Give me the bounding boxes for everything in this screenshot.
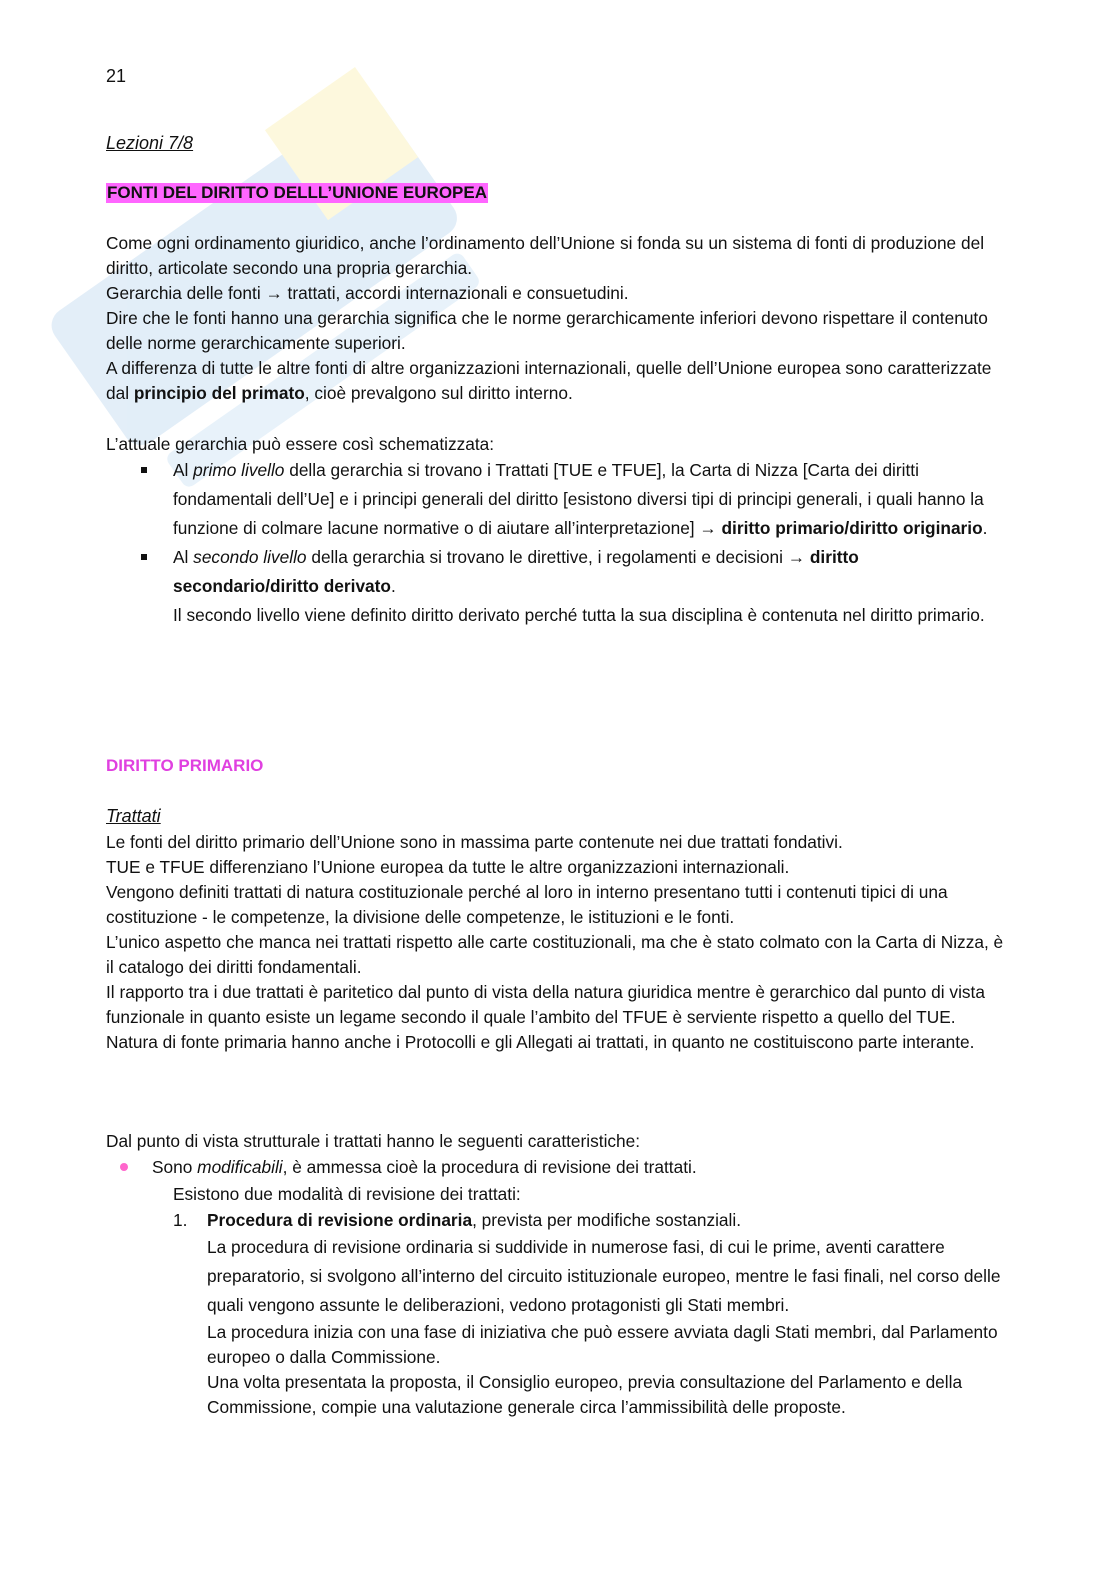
treaties-paragraph: Vengono definiti trattati di natura costituzionale perché al loro in interno presentano tutti i contenuti tipici di una costituzione - le competenze, la divisione delle competenze, le istituzioni e le fonti. [106, 882, 948, 927]
structure-intro: Dal punto di vista strutturale i trattati hanno le seguenti caratteristiche: [106, 1131, 641, 1151]
intro-paragraph: Gerarchia delle fonti → trattati, accordi internazionali e consuetudini. [106, 283, 629, 303]
item-number: 1. [173, 1210, 188, 1230]
hierarchy-note: Il secondo livello viene definito diritto derivato perché tutta la sua disciplina è contenuta nel diritto primario. [173, 605, 985, 625]
treaties-paragraph: L’unico aspetto che manca nei trattati rispetto alle carte costituzionali, ma che è stato colmato con la Carta di Nizza, è il catalogo dei diritti fondamentali. [106, 932, 1004, 977]
intro-paragraph: A differenza di tutte le altre fonti di altre organizzazioni internazionali, quelle dell’Unione europea sono caratterizzate dal principio del primato, cioè prevalgono sul diritto interno. [106, 358, 992, 403]
square-bullet-icon [141, 467, 147, 473]
item-paragraph: La procedura inizia con una fase di iniziativa che può essere avviata dagli Stati membri, dal Parlamento europeo o dalla Commissione. [207, 1322, 998, 1367]
treaties-text [106, 830, 1006, 1055]
treaties-paragraph: Le fonti del diritto primario dell’Unione sono in massima parte contenute nei due trattati fondativi. [106, 832, 843, 852]
numbered-item: 1. Procedura di revisione ordinaria, prevista per modifiche sostanziali. La procedura di revisione ordinaria si suddivide in numerose fasi, di cui le prime, aventi carattere preparatorio, si svolgono all’interno del circuito istituzionale europeo, mentre le fasi finali, nel corso delle quali vengono assunte le deliberazioni, vedono protagonisti gli Stati membri. La procedura inizia con una fase di iniziativa che può essere avviata dagli Stati membri, dal Parlamento europeo o dalla Commissione. Una volta presentata la proposta, il Consiglio europeo, previa consultazione del Parlamento e della Commissione, compie una valutazione generale circa l’ammissibilità delle proposte. [173, 1208, 1003, 1420]
item-title: Procedura di revisione ordinaria [207, 1210, 473, 1230]
intro-section [106, 231, 1006, 406]
revision-intro: Esistono due modalità di revisione dei trattati: [173, 1184, 521, 1204]
treaties-paragraph: Natura di fonte primaria hanno anche i Protocolli e gli Allegati ai trattati, in quanto ne costituiscono parte interante. [106, 1032, 975, 1052]
page-number: 21 [106, 66, 127, 86]
primacy-principle: principio del primato [133, 383, 305, 403]
item-paragraph: Una volta presentata la proposta, il Consiglio europeo, previa consultazione del Parlamento e della Commissione, compie una valutazione generale circa l’ammissibilità delle proposte. [207, 1372, 963, 1417]
list-item: Al primo livello della gerarchia si trovano i Trattati [TUE e TFUE], la Carta di Nizza [Carta dei diritti fondamentali dell’Ue] e i principi generali del diritto [esistono diversi tipi di principi generali, i quali hanno la funzione di colmare lacune normative o di aiutare all’interpretazione] → diritto primario/diritto originario. [141, 456, 1001, 543]
square-bullet-icon [141, 554, 147, 560]
main-heading: FONTI DEL DIRITTO DELLL’UNIONE EUROPEA [107, 183, 488, 202]
treaties-paragraph: TUE e TFUE differenziano l’Unione europea da tutte le altre organizzazioni internazionali. [106, 857, 790, 877]
pink-bullet-icon [120, 1163, 128, 1171]
treaties-paragraph: Il rapporto tra i due trattati è paritetico dal punto di vista della natura giuridica mentre è gerarchico dal punto di vista funzionale in quanto esiste un legame secondo il quale l’ambito del TFUE è serviente rispetto a quello del TUE. [106, 982, 985, 1027]
intro-paragraph: Dire che le fonti hanno una gerarchia significa che le norme gerarchicamente inferiori devono rispettare il contenuto delle norme gerarchicamente superiori. [106, 308, 988, 353]
list-item: Al secondo livello della gerarchia si trovano le direttive, i regolamenti e decisioni → diritto secondario/diritto derivato. Il secondo livello viene definito diritto derivato perché tutta la sua disciplina è contenuta nel diritto primario. [141, 543, 1001, 630]
bullet-item: Sono modificabili, è ammessa cioè la procedura di revisione dei trattati. [106, 1155, 1006, 1180]
section-heading: DIRITTO PRIMARIO [106, 756, 264, 775]
item-paragraph: La procedura di revisione ordinaria si suddivide in numerose fasi, di cui le prime, aventi carattere preparatorio, si svolgono all’interno del circuito istituzionale europeo, mentre le fasi finali, nel corso delle quali vengono assunte le deliberazioni, vedono protagonisti gli Stati membri. [207, 1237, 1001, 1315]
subsection-heading: Trattati [106, 806, 161, 826]
lesson-label: Lezioni 7/8 [106, 133, 194, 153]
hierarchy-intro: L’attuale gerarchia può essere così schematizzata: [106, 434, 495, 454]
intro-paragraph: Come ogni ordinamento giuridico, anche l’ordinamento dell’Unione si fonda su un sistema di fonti di produzione del diritto, articolate secondo una propria gerarchia. [106, 233, 985, 278]
hierarchy-list [141, 456, 1001, 630]
